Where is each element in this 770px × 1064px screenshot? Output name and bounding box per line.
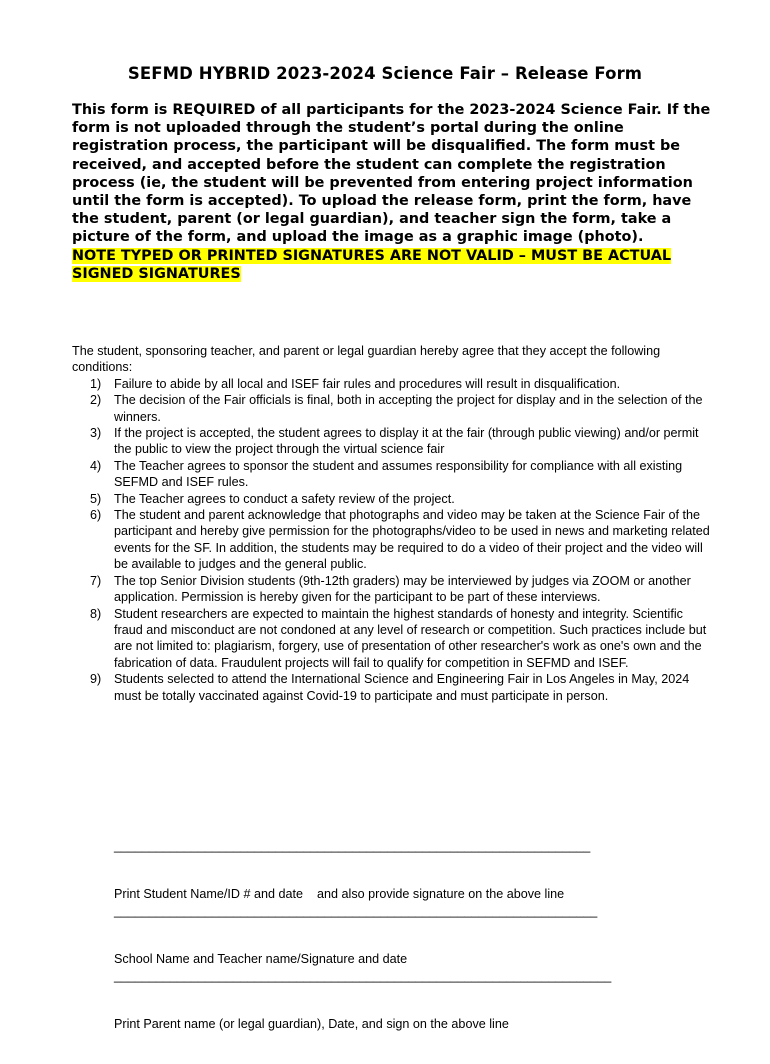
condition-item bbox=[72, 671, 712, 704]
condition-text: Students selected to attend the International Science and Engineering Fair in Los Angeles in May, 2024 must be totally vaccinated against Covid-19 to participate and must participate in person. bbox=[114, 672, 690, 703]
student-signature-label: Print Student Name/ID # and date and also provide signature on the above line bbox=[114, 887, 565, 901]
condition-item bbox=[72, 606, 712, 672]
condition-number: 4) bbox=[90, 458, 102, 473]
condition-item bbox=[72, 491, 712, 507]
student-signature-line[interactable]: ____________________________________________________________________ bbox=[114, 839, 591, 853]
condition-text: The top Senior Division students (9th-12th graders) may be interviewed by judges via ZOOM or another application. Permission is hereby given for the participant to be part of these interviews. bbox=[114, 573, 691, 605]
condition-number: 5) bbox=[90, 491, 102, 506]
conditions-list bbox=[72, 376, 712, 704]
condition-item bbox=[72, 376, 712, 392]
condition-number: 8) bbox=[90, 606, 102, 621]
agreement-section bbox=[72, 343, 712, 704]
condition-item bbox=[72, 458, 712, 491]
condition-item bbox=[72, 392, 712, 425]
intro-section bbox=[72, 101, 712, 283]
condition-item bbox=[72, 507, 712, 573]
parent-signature-block bbox=[114, 936, 611, 1064]
condition-item bbox=[72, 425, 712, 458]
teacher-signature-label: School Name and Teacher name/Signature and date bbox=[114, 952, 408, 966]
condition-item bbox=[72, 573, 712, 606]
condition-number: 9) bbox=[90, 672, 102, 687]
condition-text: If the project is accepted, the student agrees to display it at the fair (through public viewing) and/or permit the public to view the project through the virtual science fair bbox=[114, 426, 699, 457]
condition-number: 7) bbox=[90, 573, 102, 588]
agreement-lead: The student, sponsoring teacher, and parent or legal guardian hereby agree that they accept the following conditions: bbox=[72, 344, 661, 375]
page-title: SEFMD HYBRID 2023-2024 Science Fair – Release Form bbox=[127, 64, 643, 83]
signature-note-highlight: NOTE TYPED OR PRINTED SIGNATURES ARE NOT VALID – MUST BE ACTUAL SIGNED SIGNATURES bbox=[72, 247, 672, 282]
condition-number: 2) bbox=[90, 393, 102, 408]
intro-paragraph: This form is REQUIRED of all participants for the 2023-2024 Science Fair. If the form is not uploaded through the student’s portal during the online registration process, the participant will be disqualified. The form must be received, and accepted before the student can complete the registration process (ie, the student will be prevented from entering project information until the form is accepted). To upload the release form, print the form, have the student, parent (or legal guardian), and teacher sign the form, take a picture of the form, and upload the image as a graphic image (photo). bbox=[72, 102, 711, 246]
condition-text: The Teacher agrees to sponsor the student and assumes responsibility for compliance with all existing SEFMD and ISEF rules. bbox=[114, 458, 683, 490]
condition-text: The student and parent acknowledge that photographs and video may be taken at the Science Fair of the participant and hereby give permission for the photographs/video to be used in news and marketing related events for the SF. In addition, the students may be required to do a video of their project and the video will be available to judges and the general public. bbox=[114, 508, 710, 572]
condition-text: The decision of the Fair officials is final, both in accepting the project for display and in the selection of the winners. bbox=[114, 393, 703, 424]
condition-text: Failure to abide by all local and ISEF fair rules and procedures will result in disqualification. bbox=[114, 376, 621, 391]
teacher-signature-line[interactable]: _____________________________________________________________________ bbox=[114, 904, 598, 918]
signature-note bbox=[72, 247, 712, 283]
condition-text: Student researchers are expected to maintain the highest standards of honesty and integrity. Scientific fraud and misconduct are not condoned at any level of research or competition. Such practices include but are not limited to: plagiarism, forgery, use of presentation of other researcher's work as one's own and the fabrication of data. Fraudulent projects will fail to qualify for competition in SEFMD and ISEF. bbox=[114, 606, 707, 670]
parent-signature-label: Print Parent name (or legal guardian), Date, and sign on the above line bbox=[114, 1017, 509, 1031]
condition-text: The Teacher agrees to conduct a safety review of the project. bbox=[114, 491, 455, 506]
condition-number: 3) bbox=[90, 426, 102, 441]
condition-number: 1) bbox=[90, 376, 102, 391]
condition-number: 6) bbox=[90, 508, 102, 523]
parent-signature-line[interactable]: _______________________________________________________________________ bbox=[114, 969, 612, 983]
